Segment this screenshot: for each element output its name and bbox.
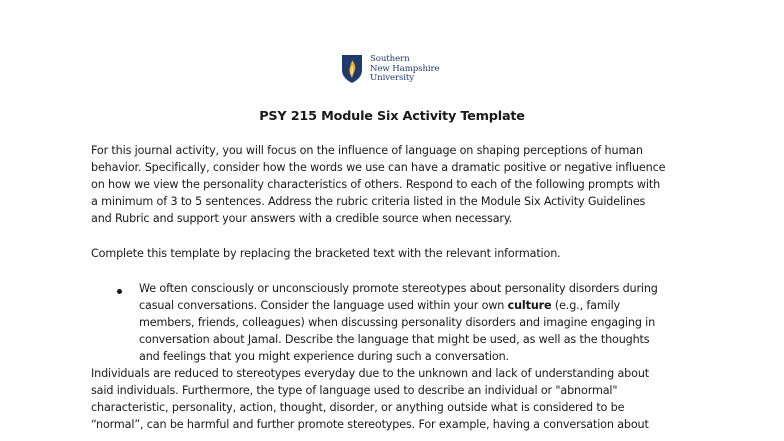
prompt-line-3: members, friends, colleagues) when discussing personality disorders and imagine engaging in (139, 316, 656, 329)
instruction-text: Complete this template by replacing the bracketed text with the relevant information. (91, 247, 561, 260)
logo-line-1: Southern (370, 54, 410, 64)
logo-line-3: University (370, 73, 415, 84)
intro-line-3: on how we view the personality characteristics of others. Respond to each of the following prompts with (91, 178, 661, 191)
intro-line-1: For this journal activity, you will focus on the influence of language on shaping perceptions of human (91, 144, 643, 157)
intro-line-2: behavior. Specifically, consider how the words we use can have a dramatic positive or negative influence (91, 161, 666, 174)
logo-wordmark (370, 55, 440, 84)
culture-keyword: culture (507, 299, 552, 312)
logo-line-2: New Hampshire (370, 63, 440, 74)
prompt-line-2-start: casual conversations. Consider the language used within your own (139, 299, 508, 312)
prompt-line-5: and feelings that you might experience during such a conversation. (139, 350, 509, 363)
bullet-point (117, 289, 122, 294)
document-title: PSY 215 Module Six Activity Template (259, 109, 525, 124)
response-line-1[interactable]: Individuals are reduced to stereotypes everyday due to the unknown and lack of understanding about (91, 367, 650, 380)
prompt-line-4: conversation about Jamal. Describe the language that might be used, as well as the thoughts (139, 333, 650, 346)
prompt-line-2-end: (e.g., family (551, 299, 621, 312)
response-line-3[interactable]: characteristic, personality, action, thought, disorder, or anything outside what is considered to be (91, 401, 625, 414)
intro-line-4: a minimum of 3 to 5 sentences. Address the rubric criteria listed in the Module Six Activity Guidelines (91, 195, 646, 208)
response-line-4[interactable]: “normal”, can be harmful and further promote stereotypes. For example, having a conversation about (91, 418, 649, 431)
prompt-line-1: We often consciously or unconsciously promote stereotypes about personality disorders during (139, 282, 658, 295)
snhu-logo (340, 54, 440, 84)
response-line-2[interactable]: said individuals. Furthermore, the type of language used to describe an individual or "abnormal" (91, 384, 618, 397)
intro-line-5: and Rubric and support your answers with a credible source when necessary. (91, 212, 513, 225)
prompt-line-2 (139, 298, 620, 314)
shield-flame-icon (340, 54, 364, 84)
